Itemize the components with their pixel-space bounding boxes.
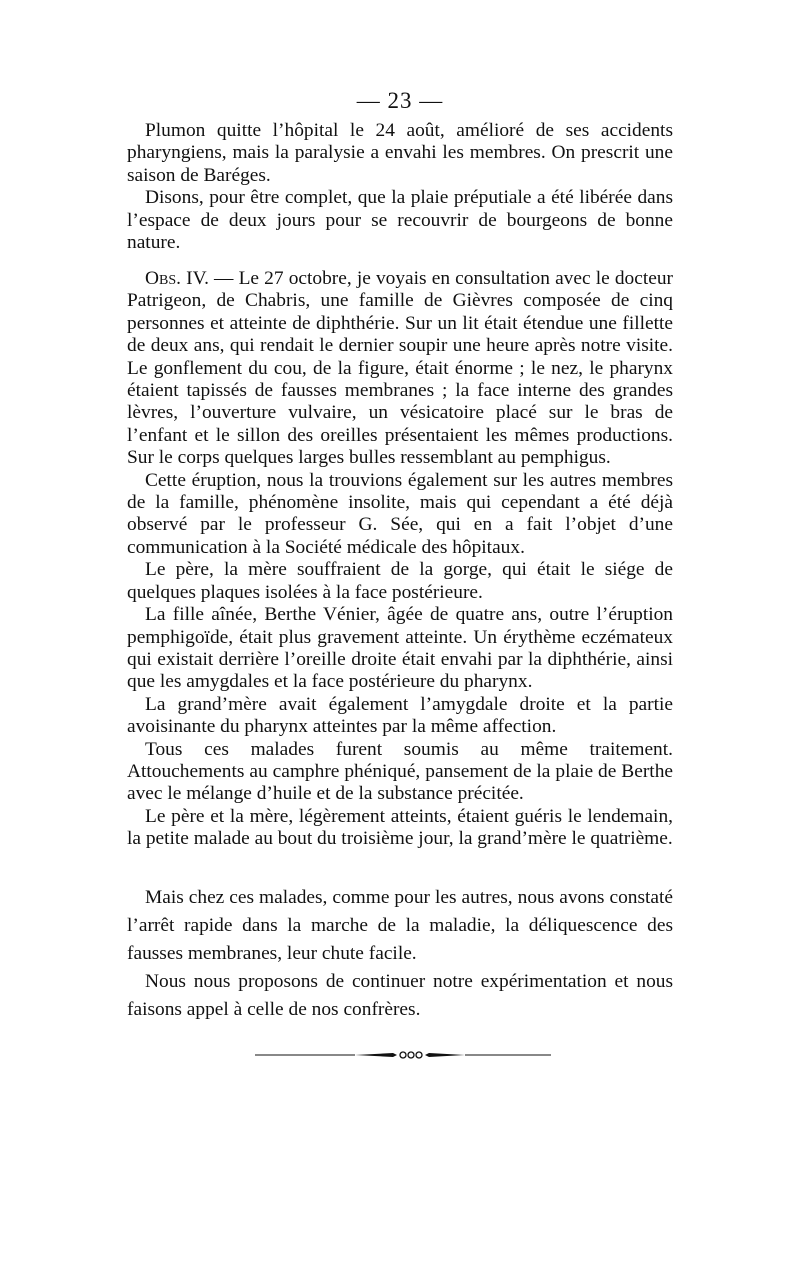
text-block-1 [127, 120, 673, 254]
paragraph: Mais chez ces malades, comme pour les autres, nous avons constaté l’arrêt rapide dans la marche de la maladie, la déliquescence des fausses membranes, leur chute facile. [127, 887, 673, 964]
observation-iv [127, 268, 673, 851]
paragraph: Nous nous proposons de continuer notre expérimentation et nous faisons appel à celle de nos confrères. [127, 971, 673, 1020]
conclusion-block [127, 884, 673, 1024]
observation-text: — Le 27 octobre, je voyais en consultation avec le docteur Patrigeon, de Chabris, une famille de Gièvres composée de cinq personnes et atteinte de diphthérie. Sur un lit était étendue une fillette de deux ans, qui rendait le dernier soupir une heure après notre visite. Le gonflement du cou, de la figure, était énorme ; le nez, le pharynx étaient tapissés de fausses membranes ; la face interne des grandes lèvres, l’ouverture vulvaire, un vésicatoire placé sur le bras de l’enfant et le sillon des oreilles présentaient les mêmes productions. Sur le corps quelques larges bulles ressemblant au pemphigus. [127, 268, 673, 469]
observation-label: Obs. IV. [145, 268, 209, 289]
page-number: — 23 — [356, 88, 444, 113]
paragraph: La grand’mère avait également l’amygdale droite et la partie avoisinante du pharynx atteintes par la même affection. [127, 693, 673, 738]
paragraph: Le père et la mère, légèrement atteints, étaient guéris le lendemain, la petite malade au bout du troisième jour, la grand’mère le quatrième. [127, 805, 673, 850]
paragraph: Cette éruption, nous la trouvions également sur les autres membres de la famille, phénomène insolite, mais qui cependant a été déjà observé par le professeur G. Sée, qui en a fait l’objet d’une communication à la Société médicale des hôpitaux. [127, 469, 673, 558]
ornament-divider [255, 1050, 551, 1060]
paragraph: La fille aînée, Berthe Vénier, âgée de quatre ans, outre l’éruption pemphigoïde, était plus gravement atteinte. Un érythème eczémateux qui existait derrière l’oreille droite était envahi par la diphthérie, ainsi que les amygdales et la face postérieure du pharynx. [127, 604, 673, 693]
paragraph [127, 268, 673, 470]
paragraph: Le père, la mère souffraient de la gorge, qui était le siége de quelques plaques isolées à la face postérieure. [127, 559, 673, 603]
paragraph: Plumon quitte l’hôpital le 24 août, amélioré de ses accidents pharyngiens, mais la paralysie a envahi les membres. On prescrit une saison de Baréges. [127, 120, 673, 186]
paragraph: Tous ces malades furent soumis au même traitement. Attouchements au camphre phéniqué, pansement de la plaie de Berthe avec le mélange d’huile et de la substance précitée. [127, 738, 673, 805]
paragraph: Disons, pour être complet, que la plaie préputiale a été libérée dans l’espace de deux jours pour se recouvrir de bourgeons de bonne nature. [127, 187, 673, 254]
